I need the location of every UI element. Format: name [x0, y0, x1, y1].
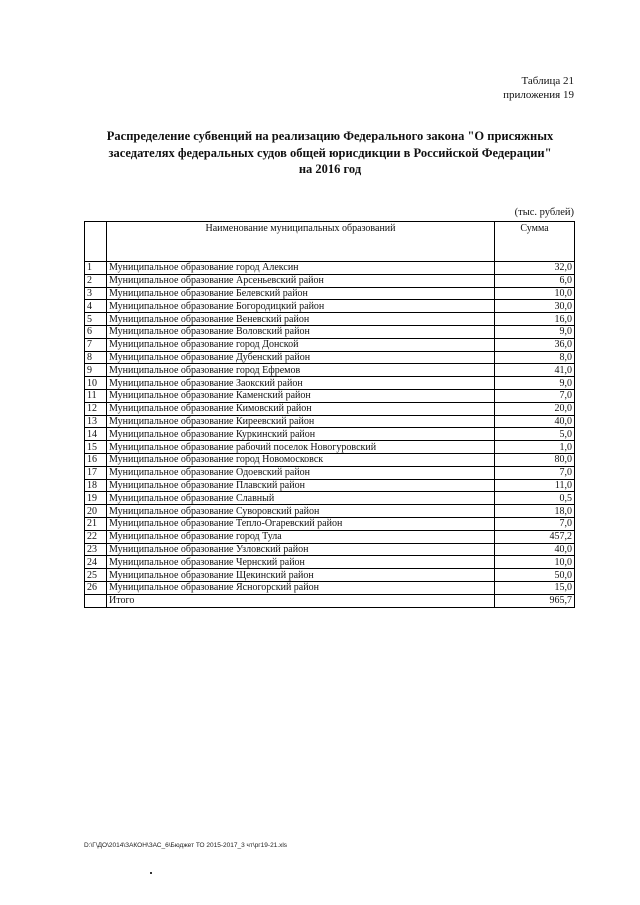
cell-number: 16: [85, 453, 107, 466]
cell-number: 21: [85, 517, 107, 530]
cell-number: 26: [85, 581, 107, 594]
cell-number: 3: [85, 287, 107, 300]
annex-reference: [503, 74, 574, 102]
annex-table-number: Таблица 21: [521, 75, 574, 87]
scan-dot: [150, 872, 152, 874]
cell-sum: 6,0: [495, 274, 575, 287]
cell-number: 12: [85, 402, 107, 415]
table-row: [85, 364, 575, 377]
cell-sum: 32,0: [495, 262, 575, 275]
table-row: [85, 556, 575, 569]
table-row: [85, 453, 575, 466]
cell-name: Муниципальное образование Дубенский район: [107, 351, 495, 364]
cell-sum: 10,0: [495, 556, 575, 569]
cell-name: Муниципальное образование Одоевский район: [107, 466, 495, 479]
cell-sum: 9,0: [495, 377, 575, 390]
cell-name: Муниципальное образование рабочий поселок Новогуровский: [107, 441, 495, 454]
cell-name: Муниципальное образование Чернский район: [107, 556, 495, 569]
cell-name: Итого: [107, 594, 495, 607]
cell-sum: 9,0: [495, 325, 575, 338]
cell-name: Муниципальное образование Ясногорский район: [107, 581, 495, 594]
cell-name: Муниципальное образование Арсеньевский район: [107, 274, 495, 287]
cell-sum: 7,0: [495, 389, 575, 402]
document-title: [80, 128, 580, 178]
cell-number: 20: [85, 505, 107, 518]
cell-sum: 36,0: [495, 338, 575, 351]
cell-number: 6: [85, 325, 107, 338]
table-row: [85, 441, 575, 454]
cell-sum: 40,0: [495, 415, 575, 428]
title-line-1: Распределение субвенций на реализацию Федерального закона "О присяжных: [106, 129, 554, 143]
cell-name: Муниципальное образование Плавский район: [107, 479, 495, 492]
cell-sum: 1,0: [495, 441, 575, 454]
cell-number: 25: [85, 569, 107, 582]
cell-number: 23: [85, 543, 107, 556]
cell-number: 15: [85, 441, 107, 454]
file-path-footer: D:\Г\ДО\2014\ЗАКОН\ЗАС_6\Бюджет ТО 2015-2017_3 чт\рг19-21.xls: [84, 842, 288, 849]
table-row: [85, 505, 575, 518]
cell-name: Муниципальное образование Славный: [107, 492, 495, 505]
cell-sum: 16,0: [495, 313, 575, 326]
cell-name: Муниципальное образование Заокский район: [107, 377, 495, 390]
cell-sum: 80,0: [495, 453, 575, 466]
cell-sum: 457,2: [495, 530, 575, 543]
header-number: [85, 222, 107, 262]
cell-name: Муниципальное образование Белевский район: [107, 287, 495, 300]
table-row: [85, 262, 575, 275]
cell-name: Муниципальное образование Тепло-Огаревский район: [107, 517, 495, 530]
table-row: [85, 300, 575, 313]
cell-name: Муниципальное образование Киреевский район: [107, 415, 495, 428]
title-line-2: заседателях федеральных судов общей юрисдикции в Российской Федерации": [108, 145, 552, 160]
table-row: [85, 492, 575, 505]
cell-name: Муниципальное образование Веневский район: [107, 313, 495, 326]
cell-name: Муниципальное образование Куркинский район: [107, 428, 495, 441]
cell-number: 4: [85, 300, 107, 313]
cell-name: Муниципальное образование Кимовский район: [107, 402, 495, 415]
cell-sum: 40,0: [495, 543, 575, 556]
cell-number: 5: [85, 313, 107, 326]
table-row: [85, 402, 575, 415]
unit-label: (тыс. рублей): [514, 207, 574, 218]
table-row: [85, 517, 575, 530]
table-row: [85, 389, 575, 402]
table-row: [85, 569, 575, 582]
cell-number: 22: [85, 530, 107, 543]
table-row: [85, 274, 575, 287]
table-row: [85, 415, 575, 428]
subvention-table: [84, 221, 575, 608]
cell-number: [85, 594, 107, 607]
cell-sum: 30,0: [495, 300, 575, 313]
cell-name: Муниципальное образование Каменский район: [107, 389, 495, 402]
cell-number: 19: [85, 492, 107, 505]
table-body: [85, 262, 575, 608]
cell-sum: 15,0: [495, 581, 575, 594]
cell-name: Муниципальное образование Богородицкий район: [107, 300, 495, 313]
cell-number: 7: [85, 338, 107, 351]
cell-sum: 18,0: [495, 505, 575, 518]
cell-name: Муниципальное образование город Тула: [107, 530, 495, 543]
cell-sum: 50,0: [495, 569, 575, 582]
cell-sum: 965,7: [495, 594, 575, 607]
cell-number: 18: [85, 479, 107, 492]
cell-sum: 7,0: [495, 517, 575, 530]
title-line-3: на 2016 год: [298, 162, 362, 176]
cell-sum: 8,0: [495, 351, 575, 364]
cell-number: 11: [85, 389, 107, 402]
annex-appendix-number: приложения 19: [503, 89, 574, 101]
table-row: [85, 581, 575, 594]
cell-number: 17: [85, 466, 107, 479]
table-row: [85, 351, 575, 364]
cell-number: 1: [85, 262, 107, 275]
table-total-row: [85, 594, 575, 607]
cell-sum: 20,0: [495, 402, 575, 415]
cell-number: 8: [85, 351, 107, 364]
table-row: [85, 543, 575, 556]
table-row: [85, 287, 575, 300]
cell-sum: 0,5: [495, 492, 575, 505]
table-row: [85, 530, 575, 543]
cell-name: Муниципальное образование Щекинский район: [107, 569, 495, 582]
header-name: Наименование муниципальных образований: [107, 222, 495, 262]
table-row: [85, 338, 575, 351]
cell-sum: 10,0: [495, 287, 575, 300]
cell-name: Муниципальное образование город Донской: [107, 338, 495, 351]
cell-number: 14: [85, 428, 107, 441]
cell-name: Муниципальное образование город Новомосковск: [107, 453, 495, 466]
cell-name: Муниципальное образование Суворовский район: [107, 505, 495, 518]
cell-sum: 41,0: [495, 364, 575, 377]
cell-name: Муниципальное образование Воловский район: [107, 325, 495, 338]
cell-sum: 11,0: [495, 479, 575, 492]
cell-number: 9: [85, 364, 107, 377]
table-row: [85, 325, 575, 338]
table-row: [85, 428, 575, 441]
cell-sum: 5,0: [495, 428, 575, 441]
cell-number: 13: [85, 415, 107, 428]
table-row: [85, 377, 575, 390]
cell-name: Муниципальное образование Узловский район: [107, 543, 495, 556]
cell-number: 2: [85, 274, 107, 287]
cell-name: Муниципальное образование город Алексин: [107, 262, 495, 275]
table-row: [85, 313, 575, 326]
table-header-row: [85, 222, 575, 262]
cell-number: 10: [85, 377, 107, 390]
table-row: [85, 479, 575, 492]
cell-name: Муниципальное образование город Ефремов: [107, 364, 495, 377]
cell-sum: 7,0: [495, 466, 575, 479]
cell-number: 24: [85, 556, 107, 569]
header-sum: Сумма: [495, 222, 575, 262]
table-row: [85, 466, 575, 479]
